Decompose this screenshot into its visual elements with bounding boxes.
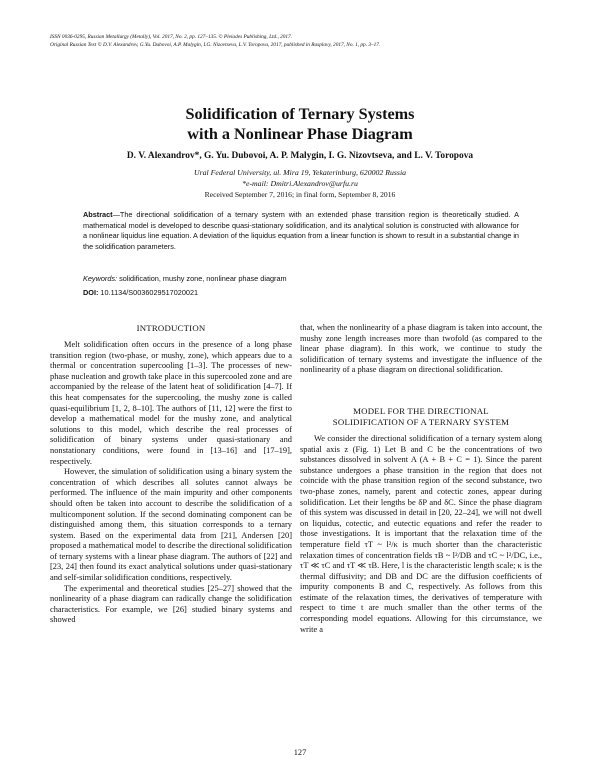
received-dates: Received September 7, 2016; in final form, September 8, 2016 xyxy=(204,190,396,199)
author-list: D. V. Alexandrov*, G. Yu. Dubovoi, A. P. Malygin, I. G. Nizovtseva, and L. V. Toropova xyxy=(126,151,474,161)
contact-email[interactable]: *e-mail: Dmitri.Alexandrov@urfu.ru xyxy=(242,179,358,188)
abstract xyxy=(83,210,519,252)
intro-paragraph-1: Melt solidification often occurs in the presence of a long phase transition region (two-phase, or mushy, zone), which appears due to a thermal or concentration supercooling [1–3]. The processes of new-phase nucleation and growth take place in this supercooled zone and are accompanied by the release of the latent heat of solidification [4–7]. If this heat compensates for the supercooling, the mushy zone is called quasi-equilibrium [1, 2, 8–10]. The authors of [11, 12] were the first to develop a mathematical model for the mushy zone, and analytical solutions to this model, which describe the real processes of solidification of binary systems under quasi-stationary and nonstationary conditions, were found in [13–16] and [17–19], respectively. xyxy=(50,340,292,466)
model-paragraph: We consider the directional solidification of a ternary system along spatial axis z (Fig. 1) Let B and C be the concentrations of two substances dissolved in solvent A (A + B + C = 1). Since the parent substance undergoes a phase transition in the region that does not coincide with the phase transition region of the second substance, two two-phase zones, namely, parent and cotectic zones, appear during solidification. Let their lengths be δP and δC. Since the phase diagram of this system was discussed in detail in [20, 22–24], we will not dwell on liquidus, cotectic, and eutectic equations and refer the reader to those investigations. It is important that the relaxation time of the temperature field τT ~ l²/κ is much shorter than the characteristic relaxation times of concentration fields τB ~ l²/DB and τC ~ l²/DC, i.e., τT ≪ τC and τT ≪ τB. Here, l is the characteristic length scale; κ is the thermal diffusivity; and DB and DC are the diffusion coefficients of impurity components B and C, respectively. As follows from this estimate of the relaxation times, the derivatives of temperature with respect to time t are much smaller than the other terms of the corresponding model equations. Allowing for this circumstance, we write a xyxy=(300,433,542,634)
keywords xyxy=(83,273,519,285)
page-number: 127 xyxy=(293,748,307,757)
keywords-label: Keywords: xyxy=(83,274,118,283)
journal-header-line1: ISSN 0036-0295, Russian Metallurgy (Metally), Vol. 2017, No. 2, pp. 127–135. © Pleiades Publishing, Ltd., 2017. xyxy=(50,34,293,40)
abstract-label: Abstract xyxy=(83,210,113,219)
left-column xyxy=(50,323,292,626)
affiliation: Ural Federal University, ul. Mira 19, Yekaterinburg, 620002 Russia xyxy=(193,168,407,177)
keywords-text: solidification, mushy zone, nonlinear phase diagram xyxy=(117,274,287,283)
doi-value[interactable]: 10.1134/S0036029517020021 xyxy=(98,288,199,297)
intro-paragraph-2: However, the simulation of solidification using a binary system the concentration of which describes all solutes cannot always be performed. The influence of the main impurity and other components should often be taken into account to describe the solidification of a multicomponent solution. If the second dominating component can be distinguished among them, this situation corresponds to a ternary system. Based on the experimental data from [21], Andersen [20] proposed a mathematical model to describe the directional solidification of ternary systems with a linear phase diagram. The authors of [22] and [23, 24] then found its exact analytical solutions under quasi-stationary and self-similar solidification conditions, respectively. xyxy=(50,467,292,583)
doi xyxy=(83,287,519,299)
section-heading-model-line1: MODEL FOR THE DIRECTIONAL xyxy=(353,405,489,416)
journal-header-line2: Original Russian Text © D.V. Alexandrov, G.Yu. Dubovoi, A.P. Malygin, I.G. Nizovtseva, L.V. Toropova, 2017, published in Rasplavy, 2017, No. 1, pp. 3–17. xyxy=(50,42,381,48)
paper-title-line2: with a Nonlinear Phase Diagram xyxy=(187,125,413,143)
right-column xyxy=(300,323,542,635)
section-heading-model-line2: SOLIDIFICATION OF A TERNARY SYSTEM xyxy=(332,416,510,427)
section-heading-introduction: INTRODUCTION xyxy=(136,323,206,333)
intro-paragraph-3: The experimental and theoretical studies [25–27] showed that the nonlinearity of a phase diagram can radically change the solidification characteristics. For example, we [26] studied binary systems and showed xyxy=(50,583,292,625)
paper-title-line1: Solidification of Ternary Systems xyxy=(185,105,415,123)
affiliation-block xyxy=(50,167,550,189)
journal-header xyxy=(50,33,550,49)
doi-label: DOI: xyxy=(83,288,99,297)
paper-title xyxy=(50,104,550,144)
abstract-text: —The directional solidification of a ternary system with an extended phase transition region is theoretically studied. A mathematical model is developed to describe quasi-stationary solidification, and its analytical solution is constructed with allowance for a nonlinear liquidus line equation. A deviation of the liquidus equation from a linear function is shown to result in a substantial change in the solidification parameters. xyxy=(83,210,519,251)
section-heading-model xyxy=(300,406,542,428)
intro-paragraph-continued: that, when the nonlinearity of a phase diagram is taken into account, the mushy zone length increases more than twofold (as compared to the linear phase diagram). In this work, we continue to study the solidification of ternary systems and investigate the influence of the nonlinearity of a phase diagram on directional solidification. xyxy=(300,323,542,375)
